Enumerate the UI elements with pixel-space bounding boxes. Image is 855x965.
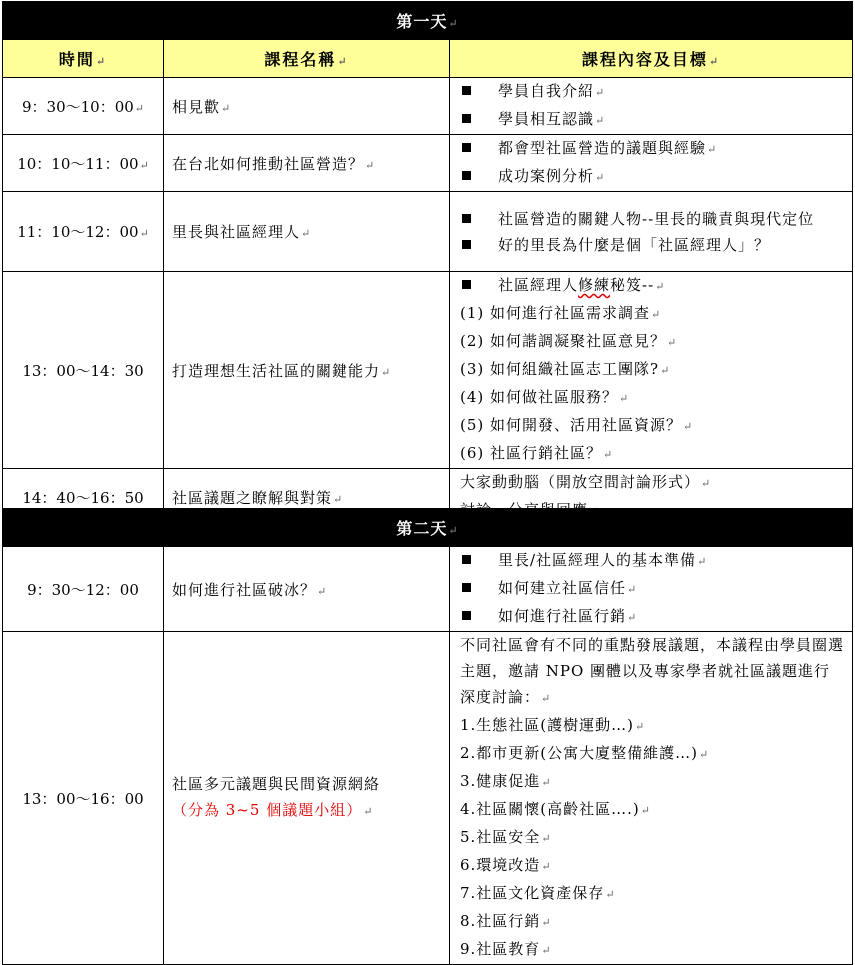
session-name: 如何進行社區破冰？↵ [164,547,450,632]
session-name: 打造理想生活社區的關鍵能力↵ [164,272,450,469]
table-row [3,632,853,965]
day2-title: 第二天 [396,519,448,538]
step-item: (2) 如何諧調凝聚社區意見？↵ [460,332,678,350]
topic-item: 8.社區行銷↵ [460,912,552,930]
bullet-item: 成功案例分析↵ [460,163,846,191]
header-course-name: 課程名稱↵ [164,40,450,78]
intro-text: 不同社區會有不同的重點發展議題，本議程由學員圈選主題，邀請 NPO 團體以及專家學者就社區議題進行深度討論：↵ [460,636,845,706]
table-row [3,272,853,469]
session-content [450,272,853,469]
bullet-item: 社區營造的關鍵人物--里長的職責與現代定位 [460,206,846,232]
session-time: 13：00～14：30 [3,272,164,469]
step-item: (4) 如何做社區服務？↵ [460,388,630,406]
bullet-item: 都會型社區營造的議題與經驗↵ [460,135,846,163]
topic-item: 3.健康促進↵ [460,772,552,790]
content-line: 大家動動腦（開放空間討論形式）↵ [460,473,712,491]
session-time: 13：00～16：00 [3,632,164,965]
topic-item: 5.社區安全↵ [460,828,552,846]
step-item: (3) 如何組織社區志工團隊?↵ [460,360,671,378]
group-note: （分為 3~5 個議題小組）↵ [172,801,374,819]
session-time: 10：10～11：00↵ [3,135,164,192]
session-name: 社區議題之瞭解與對策↵ [164,469,450,526]
topic-item: 9.社區教育↵ [460,940,552,958]
topic-item: 2.都市更新(公寓大廈整備維護…)↵ [460,744,710,762]
table-row [3,192,853,272]
bullet-item: 里長/社區經理人的基本準備↵ [460,547,846,575]
bullet-item: 如何進行社區行銷↵ [460,603,846,631]
session-time: 9：30～10：00↵ [3,78,164,135]
header-course-content: 課程內容及目標↵ [450,40,853,78]
bullet-item: 好的里長為什麼是個「社區經理人」？ [460,232,846,258]
table-row [3,78,853,135]
day1-title-cell: 第一天↵ [3,2,853,40]
session-name: 相見歡↵ [164,78,450,135]
table-row [3,135,853,192]
session-content [450,192,853,272]
session-time: 9：30～12：00 [3,547,164,632]
session-time: 14：40～16：50 [3,469,164,526]
session-name: 社區多元議題與民間資源網絡 （分為 3~5 個議題小組）↵ [164,632,450,965]
day2-schedule-table [2,508,853,965]
day2-title-cell: 第二天↵ [3,509,853,547]
session-content [450,632,853,965]
session-name: 里長與社區經理人↵ [164,192,450,272]
step-item: (6) 社區行銷社區？↵ [460,444,614,462]
bullet-item: 社區經理人修練秘笈--↵ [460,272,846,300]
day1-schedule-table [2,1,853,526]
session-content [450,78,853,135]
session-time: 11：10～12：00↵ [3,192,164,272]
step-item: (5) 如何開發、活用社區資源？↵ [460,416,694,434]
session-content [450,547,853,632]
topic-item: 1.生態社區(護樹運動…)↵ [460,716,646,734]
topic-item: 7.社區文化資產保存↵ [460,884,616,902]
bullet-item: 學員自我介紹↵ [460,78,846,106]
topic-item: 6.環境改造↵ [460,856,552,874]
day1-title: 第一天 [396,12,448,31]
bullet-item: 學員相互認識↵ [460,106,846,134]
session-name: 在台北如何推動社區營造？↵ [164,135,450,192]
step-item: (1) 如何進行社區需求調查↵ [460,304,662,322]
topic-item: 4.社區關懷(高齡社區….)↵ [460,800,652,818]
bullet-item: 如何建立社區信任↵ [460,575,846,603]
table-row [3,547,853,632]
session-content [450,135,853,192]
header-time: 時間↵ [3,40,164,78]
